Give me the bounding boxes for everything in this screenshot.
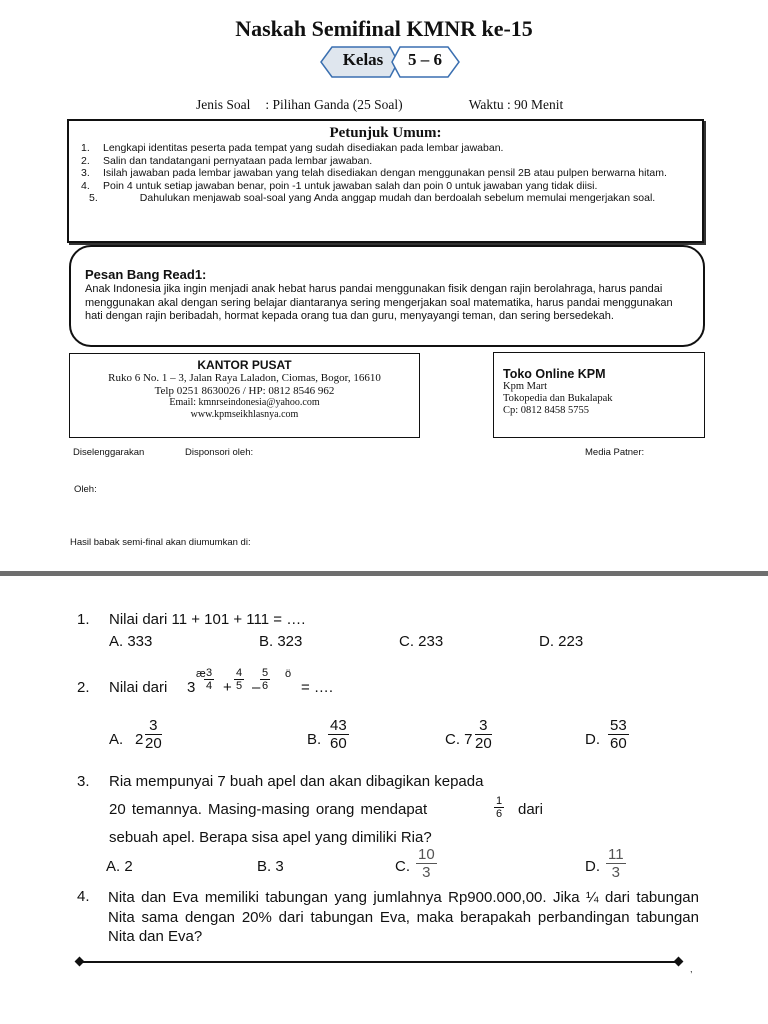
q2-fraction-2 (234, 667, 244, 692)
disponsori-label: Disponsori oleh: (185, 447, 254, 458)
denominator: 20 (475, 735, 492, 752)
q3-option-a[interactable]: A. 2 (106, 858, 133, 875)
denominator: 4 (206, 680, 213, 692)
kelas-value: 5 – 6 (408, 50, 442, 69)
denominator: 60 (330, 735, 347, 752)
petunjuk-num: 3. (81, 167, 90, 179)
fraction (416, 846, 437, 881)
numerator: 1 (496, 795, 503, 807)
question-number: 1. (77, 611, 90, 628)
q2-suffix: = …. (301, 679, 334, 696)
q3-line-3: sebuah apel. Berapa sisa apel yang dimiliki Ria? (109, 829, 432, 846)
fraction (494, 795, 504, 820)
petunjuk-item (81, 180, 692, 193)
petunjuk-item (81, 192, 692, 205)
section-divider (0, 571, 768, 576)
q2-fraction-1 (204, 667, 214, 692)
q2-option-d-fraction[interactable] (608, 717, 629, 752)
petunjuk-text: Salin dan tandatangani pernyataan pada lembar jawaban. (103, 154, 373, 167)
petunjuk-num: 1. (81, 142, 90, 154)
q3-line-2: 20 temannya. Masing-masing orang mendapat (109, 801, 428, 818)
question-4-text: Nita dan Eva memiliki tabungan yang jumlahnya Rp900.000,00. Jika ¼ dari tabungan Nita sama dengan 20% dari tabungan Eva, maka berapakah perbandingan tabungan Nita dan Eva? (108, 889, 699, 945)
media-partner-label: Media Patner: (585, 447, 645, 458)
toko-line: Cp: 0812 8458 5755 (503, 405, 590, 416)
q2-option-a-whole: 2 (135, 731, 144, 748)
denominator: 3 (611, 864, 620, 881)
pesan-title: Pesan Bang Read1: (85, 267, 207, 282)
diselenggarakan-label: Diselenggarakan (73, 447, 145, 458)
numerator: 4 (236, 667, 243, 679)
petunjuk-text: Lengkapi identitas peserta pada tempat yang sudah disediakan pada lembar jawaban. (103, 142, 504, 154)
petunjuk-num: 5. (89, 192, 98, 204)
page-title: Naskah Semifinal KMNR ke-15 (235, 16, 533, 41)
numerator: 43 (330, 717, 347, 734)
petunjuk-text: Isilah jawaban pada lembar jawaban yang telah disediakan dengan menggunakan pensil 2B atau pulpen berwarna hitam. (103, 167, 667, 179)
jenis-soal-label: Jenis Soal (196, 97, 251, 112)
q3-option-b[interactable]: B. 3 (257, 858, 284, 875)
fraction (475, 717, 492, 752)
q2-fraction-3 (260, 667, 270, 692)
q3-line-2-end: dari (518, 801, 544, 818)
q2-plus: + (223, 679, 232, 696)
q2-option-c-fraction[interactable] (475, 717, 492, 752)
numerator: 3 (475, 717, 492, 735)
question-number: 3. (77, 773, 90, 790)
jenis-soal-value: : Pilihan Ganda (25 Soal) (265, 97, 403, 112)
kantor-email[interactable]: Email: kmnrseindonesia@yahoo.com (169, 397, 320, 408)
denominator: 5 (236, 680, 243, 692)
fraction (234, 667, 244, 692)
fraction (328, 717, 349, 752)
toko-line: Kpm Mart (503, 381, 548, 392)
kantor-phone: Telp 0251 8630026 / HP: 0812 8546 962 (154, 384, 335, 397)
petunjuk-umum-box (67, 119, 704, 243)
q2-option-b-fraction[interactable] (328, 717, 349, 752)
q2-option-d-label[interactable]: D. (585, 731, 600, 748)
denominator: 20 (145, 735, 162, 752)
toko-line: Tokopedia dan Bukalapak (503, 393, 613, 404)
pesan-body: Anak Indonesia jika ingin menjadi anak hebat harus pandai menggunakan fisik dengan rajin berolahraga, harus pandai menggunakan akal dengan sering belajar diantaranya sering mengerjakan soal matematika, harus pandai menggunakan hati dengan rajin beribadah, hormat kepada orang tua dan guru, menyayangi teman, dan sering bersedekah. (85, 283, 673, 322)
q2-prefix: Nilai dari (109, 679, 168, 696)
q1-option-a[interactable]: A. 333 (109, 633, 153, 650)
q3-line-1: Ria mempunyai 7 buah apel dan akan dibagikan kepada (109, 773, 484, 790)
q3-option-d-fraction[interactable] (606, 846, 626, 881)
question-number: 4. (77, 888, 90, 905)
numerator: 3 (145, 717, 162, 735)
q3-option-c-label[interactable]: C. (395, 858, 410, 875)
q2-option-a-fraction[interactable] (145, 717, 162, 752)
q2-open-mark: æ (196, 668, 206, 680)
q3-option-d-label[interactable]: D. (585, 858, 600, 875)
jenis-soal-row (196, 97, 563, 113)
q2-whole: 3 (187, 679, 196, 696)
fraction (204, 667, 214, 692)
question-number: 2. (77, 679, 90, 696)
kantor-website[interactable]: www.kpmseikhlasnya.com (190, 408, 299, 420)
pesan-box (69, 245, 705, 347)
numerator: 53 (610, 717, 627, 734)
bottom-rule (79, 961, 679, 963)
fraction (608, 717, 629, 752)
q2-minus: – (252, 679, 261, 696)
stray-mark: , (690, 964, 693, 974)
petunjuk-text: Poin 4 untuk setiap jawaban benar, poin -1 untuk jawaban salah dan poin 0 untuk jawaban yang tidak diisi. (103, 179, 598, 192)
denominator: 3 (422, 864, 431, 881)
numerator: 10 (418, 846, 435, 863)
toko-online-box (493, 352, 705, 438)
q1-option-c[interactable]: C. 233 (399, 633, 444, 650)
numerator: 5 (262, 667, 269, 679)
fraction (260, 667, 270, 692)
q1-option-b[interactable]: B. 323 (259, 633, 303, 650)
petunjuk-text: Dahulukan menjawab soal-soal yang Anda anggap mudah dan berdoalah sebelum memulai mengerjakan soal. (139, 192, 656, 204)
q3-fraction (494, 795, 504, 820)
q2-option-a-label[interactable]: A. (109, 731, 124, 748)
kantor-address: Ruko 6 No. 1 – 3, Jalan Raya Laladon, Ciomas, Bogor, 16610 (108, 372, 381, 384)
kantor-pusat-box (69, 353, 420, 438)
petunjuk-item (81, 167, 692, 180)
petunjuk-item (81, 155, 692, 168)
toko-title: Toko Online KPM (503, 367, 606, 381)
petunjuk-item (81, 142, 692, 155)
petunjuk-title: Petunjuk Umum: (329, 125, 442, 141)
denominator: 6 (262, 680, 269, 692)
numerator: 11 (608, 846, 624, 863)
waktu-text: Waktu : 90 Menit (468, 97, 564, 112)
kelas-label: Kelas (342, 50, 384, 69)
q1-option-d[interactable]: D. 223 (539, 633, 584, 650)
fraction (145, 717, 162, 752)
q3-option-c-fraction[interactable] (416, 846, 437, 881)
q2-option-c-label[interactable]: C. 7 (445, 731, 473, 748)
kantor-title: KANTOR PUSAT (197, 358, 292, 372)
petunjuk-list (69, 142, 702, 205)
question-1-text: Nilai dari 11 + 101 + 111 = …. (109, 611, 306, 628)
petunjuk-num: 4. (81, 179, 90, 192)
hasil-label: Hasil babak semi-final akan diumumkan di: (70, 537, 251, 548)
denominator: 60 (610, 735, 627, 752)
q2-option-b-label[interactable]: B. (307, 731, 322, 748)
oleh-label: Oleh: (74, 484, 97, 495)
kelas-badge (320, 46, 460, 78)
numerator: 3 (206, 667, 213, 679)
petunjuk-num: 2. (81, 154, 90, 167)
q2-close-mark: ö (285, 668, 292, 680)
fraction (606, 846, 626, 881)
denominator: 6 (496, 808, 503, 820)
